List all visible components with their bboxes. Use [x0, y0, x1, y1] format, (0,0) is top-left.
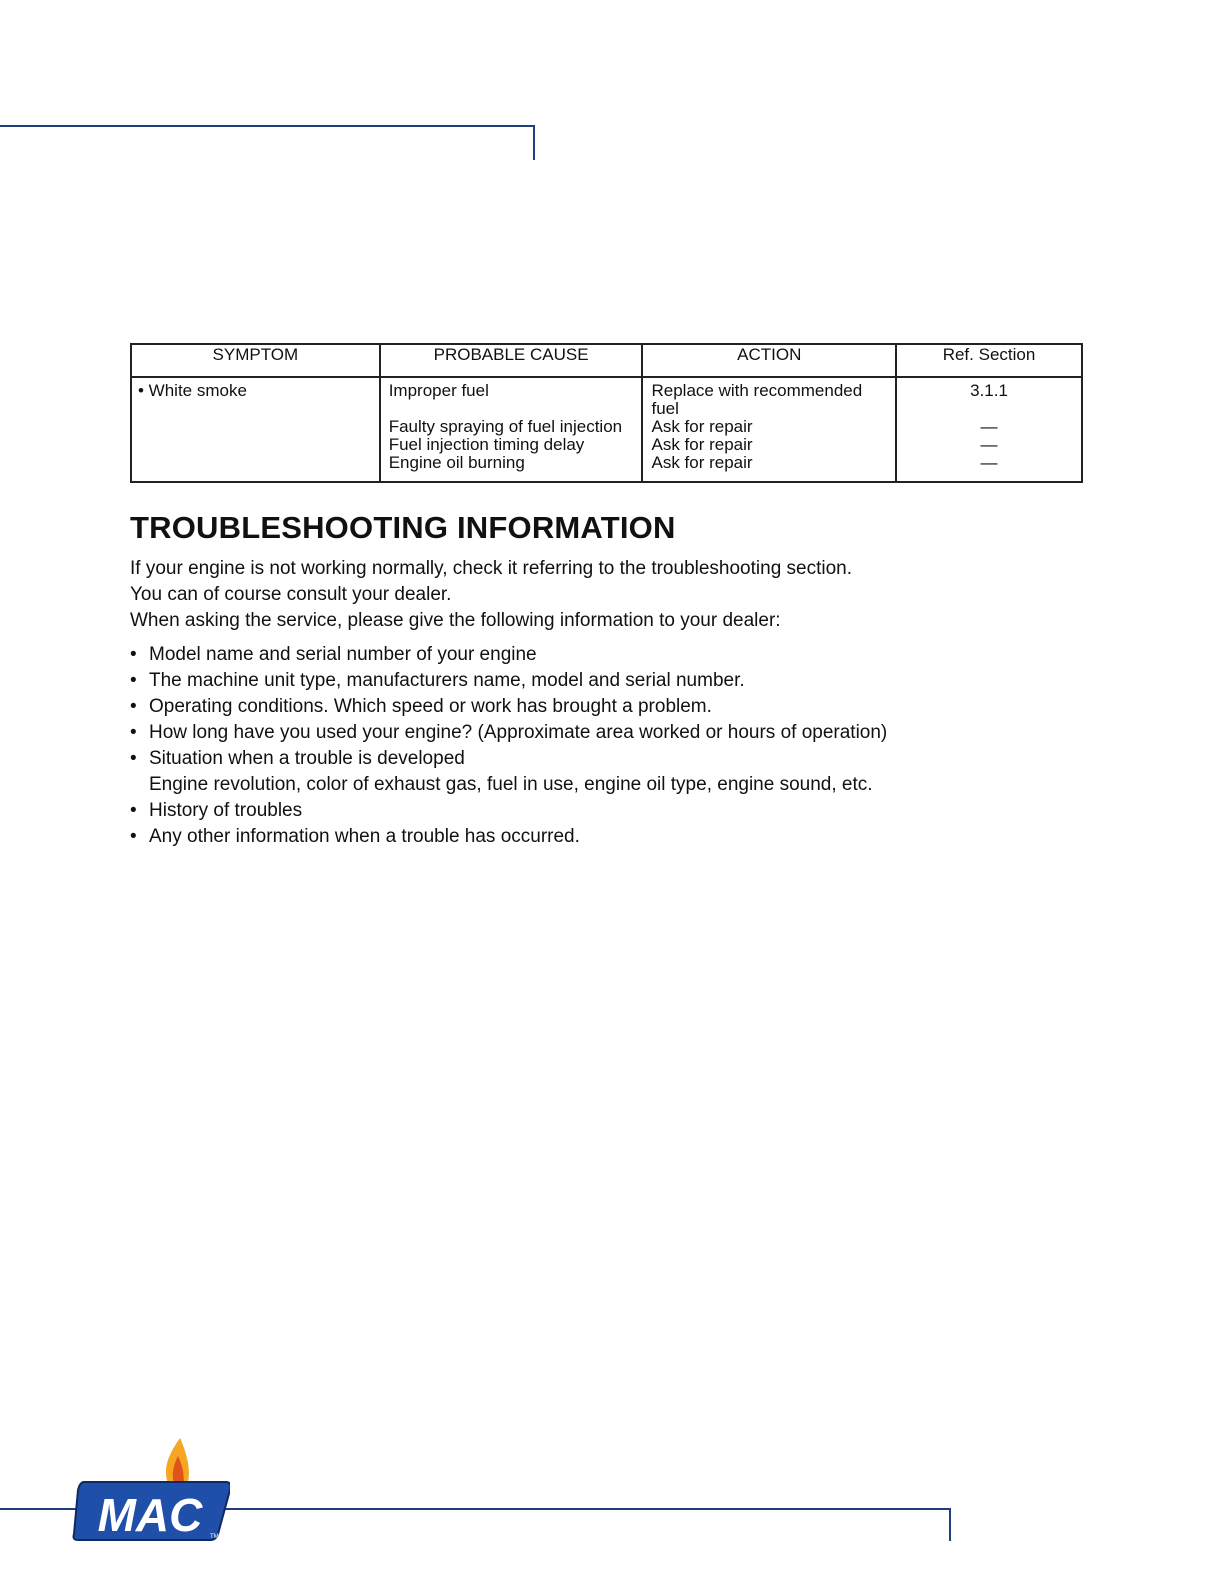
cause-item: Fuel injection timing delay: [388, 435, 585, 454]
header-rule-tick: [533, 125, 535, 160]
header-probable-cause: PROBABLE CAUSE: [380, 344, 643, 377]
action-item: Ask for repair: [651, 453, 753, 472]
intro-line: If your engine is not working normally, check it referring to the troubleshooting section.: [130, 558, 853, 579]
cause-item: Improper fuel: [388, 381, 489, 400]
bullet-icon: •: [130, 748, 137, 769]
header-symptom: SYMPTOM: [131, 344, 380, 377]
bullet-icon: •: [130, 670, 137, 691]
ref-item: —: [980, 435, 998, 454]
bullet-icon: •: [130, 722, 137, 743]
table-header-row: [131, 344, 1082, 377]
action-item: Ask for repair: [651, 417, 753, 436]
ref-cell: [896, 377, 1082, 482]
logo-tm: TM: [210, 1534, 219, 1540]
ref-item: —: [980, 453, 998, 472]
list-item-text: Situation when a trouble is developed: [149, 748, 465, 769]
symptom-cell: [131, 377, 380, 482]
ref-item: 3.1.1: [970, 381, 1008, 400]
action-item: fuel: [651, 399, 679, 418]
list-item: [130, 642, 1130, 668]
action-cell: [642, 377, 896, 482]
troubleshooting-table: [130, 343, 1083, 483]
logo-text: MAC: [97, 1489, 203, 1541]
section-title: TROUBLESHOOTING INFORMATION: [130, 510, 676, 545]
bullet-icon: •: [130, 826, 137, 847]
table-row: [131, 377, 1082, 482]
intro-text: [130, 556, 1130, 634]
cause-cell: [380, 377, 643, 482]
list-item-text: Operating conditions. Which speed or work has brought a problem.: [149, 696, 712, 717]
mac-logo: [70, 1438, 230, 1544]
list-item: [130, 746, 1130, 798]
list-item: [130, 720, 1130, 746]
list-item: [130, 694, 1130, 720]
list-item-text: Model name and serial number of your engine: [149, 644, 537, 665]
cause-item: Engine oil burning: [388, 453, 525, 472]
header-ref-section: Ref. Section: [896, 344, 1082, 377]
header-rule: [0, 125, 535, 127]
bullet-icon: •: [130, 644, 137, 665]
ref-item: —: [980, 417, 998, 436]
bullet-icon: •: [130, 696, 137, 717]
list-item-text: History of troubles: [149, 800, 303, 821]
list-item-text: How long have you used your engine? (Approximate area worked or hours of operation): [149, 722, 888, 743]
list-item: [130, 798, 1130, 824]
list-item-text: The machine unit type, manufacturers name, model and serial number.: [149, 670, 745, 691]
intro-line: You can of course consult your dealer.: [130, 584, 452, 605]
action-item: Replace with recommended: [651, 381, 863, 400]
info-list: [130, 642, 1130, 850]
intro-line: When asking the service, please give the following information to your dealer:: [130, 610, 781, 631]
symptom-text: • White smoke: [138, 381, 247, 400]
list-item-text: Any other information when a trouble has occurred.: [149, 826, 580, 847]
list-item: [130, 824, 1130, 850]
list-item-subtext: Engine revolution, color of exhaust gas, fuel in use, engine oil type, engine sound, etc.: [149, 774, 873, 795]
footer-rule-tick: [949, 1508, 951, 1541]
bullet-icon: •: [130, 800, 137, 821]
action-item: Ask for repair: [651, 435, 753, 454]
cause-item: Faulty spraying of fuel injection: [388, 417, 623, 436]
list-item: [130, 668, 1130, 694]
header-action: ACTION: [642, 344, 896, 377]
